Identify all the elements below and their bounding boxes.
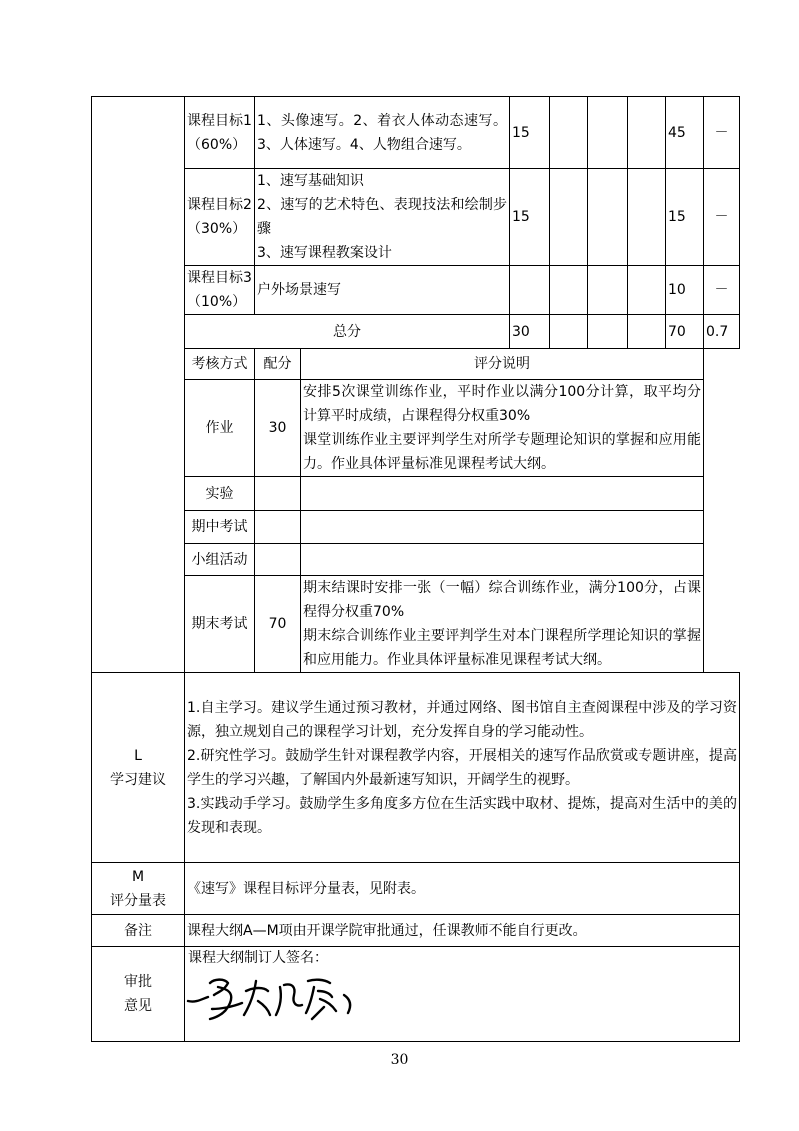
- objective-score-a: 15: [510, 169, 550, 266]
- assessment-method: 期中考试: [185, 511, 255, 544]
- assessment-desc: [301, 511, 704, 544]
- assessment-desc: 期末结课时安排一张（一幅）综合训练作业，满分100分，占课程得分权重70% 期末综合训练作业主要评判学生对本门课程所学理论知识的掌握和应用能力。作业具体评量标准见课程考试大纲。: [301, 576, 704, 673]
- approval-content: [185, 947, 740, 1042]
- assessment-weight: 70: [255, 576, 301, 673]
- approval-label-1: 审批: [124, 974, 152, 990]
- assessment-header-row: [92, 349, 740, 380]
- study-letter: L: [134, 747, 142, 764]
- assessment-row: [92, 576, 740, 673]
- objective-content: 1、头像速写。2、着衣人体动态速写。3、人体速写。4、人物组合速写。: [255, 97, 510, 169]
- notes-label: 备注: [92, 915, 185, 947]
- objective-ratio: －: [704, 97, 740, 169]
- syllabus-table: [91, 96, 740, 1042]
- objective-row: [92, 97, 740, 169]
- assessment-row: [92, 511, 740, 544]
- scale-row: [92, 863, 740, 915]
- objective-content: 户外场景速写: [255, 266, 510, 315]
- total-ratio: 0.7: [704, 315, 740, 349]
- header-weight: 配分: [255, 349, 301, 380]
- assessment-method: 作业: [185, 380, 255, 477]
- page-number: 30: [390, 1052, 409, 1068]
- approval-label-cell: [92, 947, 185, 1042]
- notes-text: 课程大纲A—M项由开课学院审批通过，任课教师不能自行更改。: [185, 915, 740, 947]
- assessment-weight: [255, 544, 301, 576]
- scale-label-cell: [92, 863, 185, 915]
- assessment-row: [92, 380, 740, 477]
- scale-text: 《速写》课程目标评分量表，见附表。: [185, 863, 740, 915]
- objective-score-a: 15: [510, 97, 550, 169]
- objective-score-a: [510, 266, 550, 315]
- objective-score-b: 10: [666, 266, 704, 315]
- objective-ratio: －: [704, 266, 740, 315]
- total-score-a: 30: [510, 315, 550, 349]
- study-text: 1.自主学习。建议学生通过预习教材，并通过网络、图书馆自主查阅课程中涉及的学习资源，独立规划自己的课程学习计划，充分发挥自身的学习能动性。 2.研究性学习。鼓励学生针对课程教学内容，开展相关的速写作品欣赏或专题讲座，提高学生的学习兴趣，了解国内外最新速写知识，开阔学生的视野。 3.实践动手学习。鼓励学生多角度多方位在生活实践中取材、提炼，提高对生活中的美的发现和表现。: [185, 673, 740, 863]
- assessment-weight: [255, 477, 301, 511]
- objective-row: [92, 266, 740, 315]
- assessment-row: [92, 544, 740, 576]
- objective-row: [92, 169, 740, 266]
- left-blank-cell: [92, 97, 185, 673]
- objective-score-b: 15: [666, 169, 704, 266]
- assessment-desc: 安排5次课堂训练作业，平时作业以满分100分计算，取平均分计算平时成绩，占课程得分权重30% 课堂训练作业主要评判学生对所学专题理论知识的掌握和应用能力。作业具体评量标准见课程考试大纲。: [301, 380, 704, 477]
- assessment-desc: [301, 477, 704, 511]
- approval-row: [92, 947, 740, 1042]
- assessment-desc: [301, 544, 704, 576]
- assessment-method: 期末考试: [185, 576, 255, 673]
- objective-score-b: 45: [666, 97, 704, 169]
- assessment-weight: 30: [255, 380, 301, 477]
- objective-content: 1、速写基础知识 2、速写的艺术特色、表现技法和绘制步骤 3、速写课程教案设计: [255, 169, 510, 266]
- sign-label: 课程大纲制订人签名：: [188, 950, 328, 966]
- header-method: 考核方式: [185, 349, 255, 380]
- study-row: [92, 673, 740, 863]
- signature-image: [185, 969, 375, 1031]
- approval-label-2: 意见: [124, 998, 152, 1014]
- total-score-b: 70: [666, 315, 704, 349]
- total-label: 总分: [185, 315, 510, 349]
- assessment-row: [92, 477, 740, 511]
- study-label-cell: [92, 673, 185, 863]
- assessment-method: 实验: [185, 477, 255, 511]
- header-desc: 评分说明: [301, 349, 704, 380]
- assessment-method: 小组活动: [185, 544, 255, 576]
- objective-name: 课程目标1（60%）: [185, 97, 255, 169]
- scale-letter: M: [131, 868, 145, 885]
- total-row: [92, 315, 740, 349]
- objective-ratio: －: [704, 169, 740, 266]
- notes-row: [92, 915, 740, 947]
- scale-label: 评分量表: [110, 892, 166, 909]
- assessment-weight: [255, 511, 301, 544]
- study-label: 学习建议: [110, 771, 166, 788]
- objective-name: 课程目标3（10%）: [185, 266, 255, 315]
- objective-name: 课程目标2（30%）: [185, 169, 255, 266]
